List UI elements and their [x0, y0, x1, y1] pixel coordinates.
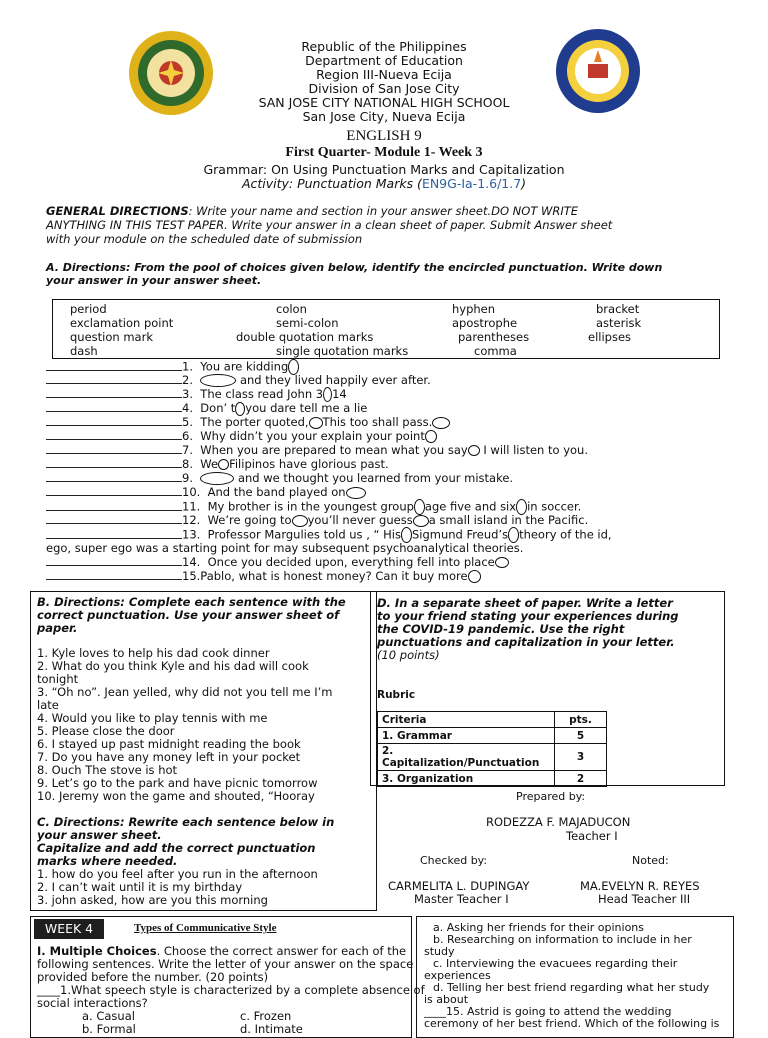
item-text: Once you decided upon, everything fell into place — [207, 555, 495, 569]
choice: double quotation marks — [236, 330, 374, 344]
list-item — [46, 457, 389, 471]
item-text: You are kidding — [200, 359, 289, 374]
answer-blank — [46, 485, 182, 496]
item-text: Pablo, what is honest money? Can it buy more — [200, 569, 468, 583]
answer-blank — [46, 401, 182, 412]
item-text: We — [200, 457, 219, 471]
list-item: 3. “Oh no”. Jean yelled, why did not you tell me I’m — [37, 685, 333, 699]
header-line: Region III-Nueva Ecija — [316, 67, 452, 82]
part-d-directions: punctuations and capitalization in your letter. — [377, 635, 675, 649]
checker-name: CARMELITA L. DUPINGAY — [388, 879, 530, 893]
points-label: (10 points) — [377, 648, 440, 662]
table-cell: 3. Organization — [378, 771, 555, 787]
part-c-directions: your answer sheet. — [37, 828, 162, 842]
part-b-directions: paper. — [37, 621, 78, 635]
checker-role: Master Teacher I — [414, 892, 509, 906]
mc-label: I. Multiple Choices — [37, 944, 157, 958]
encircled-mark — [346, 487, 366, 499]
choice: single quotation marks — [276, 344, 409, 358]
list-item — [46, 471, 513, 485]
school-name: SAN JOSE CITY NATIONAL HIGH SCHOOL — [258, 95, 510, 110]
option: is about — [424, 993, 469, 1006]
list-item: 9. Let’s go to the park and have picnic tomorrow — [37, 776, 318, 790]
encircled-mark — [468, 570, 481, 583]
option: study — [424, 945, 455, 958]
item-text: a small island in the Pacific. — [428, 513, 589, 527]
general-line: with your module on the scheduled date of submission — [46, 232, 363, 246]
encircled-mark — [432, 417, 450, 429]
module-title: First Quarter- Module 1- Week 3 — [285, 145, 483, 160]
answer-blank — [46, 387, 182, 398]
activity-prefix: Activity: Punctuation Marks ( — [241, 176, 422, 191]
list-item: 4. Would you like to play tennis with me — [37, 711, 268, 725]
choice: comma — [474, 344, 517, 358]
list-item — [46, 387, 347, 402]
answer-blank — [46, 528, 182, 539]
header-line: Republic of the Philippines — [301, 39, 467, 54]
item-number: 6. — [182, 429, 193, 443]
list-item: 3. john asked, how are you this morning — [37, 893, 268, 907]
encircled-mark — [468, 445, 480, 456]
item-number: 12. — [182, 513, 201, 527]
choice: exclamation point — [70, 316, 174, 330]
option: a. Asking her friends for their opinions — [433, 921, 645, 934]
activity-line — [0, 176, 768, 191]
item-text: I will listen to you. — [479, 443, 588, 457]
part-d-directions: the COVID-19 pandemic. Use the right — [377, 622, 625, 636]
table-cell: 1. Grammar — [378, 728, 555, 744]
prepared-by-label: Prepared by: — [516, 790, 586, 803]
item-number: 7. — [182, 443, 193, 457]
question-text: ____1.What speech style is characterized by a complete absence of — [37, 983, 425, 997]
choice: colon — [276, 302, 307, 316]
item-text: you’ll never guess — [307, 513, 413, 527]
table-cell: 2. Capitalization/Punctuation — [378, 744, 555, 771]
encircled-mark — [309, 417, 323, 429]
answer-blank — [46, 443, 182, 454]
item-text: The class read John 3 — [200, 387, 324, 401]
item-number: 1. — [182, 359, 193, 374]
item-text: And the band played on — [207, 485, 346, 499]
general-line: ANYTHING IN THIS TEST PAPER. Write your answer in a clean sheet of paper. Submit Answer sheet — [46, 218, 613, 232]
list-item: 2. I can’t wait until it is my birthday — [37, 880, 243, 894]
preparer-name: RODEZZA F. MAJADUCON — [486, 815, 631, 829]
table-row — [378, 744, 607, 771]
item-text: you dare tell me a lie — [245, 401, 368, 415]
noted-label: Noted: — [632, 854, 669, 867]
week-badge: WEEK 4 — [34, 919, 104, 939]
table-cell: 5 — [555, 728, 607, 744]
item-text: Don’ t — [200, 401, 236, 415]
item-number: 10. — [182, 485, 201, 499]
item-text: 14 — [332, 387, 347, 401]
list-item — [46, 373, 431, 387]
noter-name: MA.EVELYN R. REYES — [580, 879, 700, 893]
option: c. Interviewing the evacuees regarding their — [433, 957, 678, 970]
item-text: Why didn’t you your explain your point — [200, 429, 425, 443]
list-item: 2. What do you think Kyle and his dad will cook — [37, 659, 309, 673]
part-d-directions: to your friend stating your experiences during — [377, 609, 679, 623]
choice: question mark — [70, 330, 153, 344]
part-c-directions: C. Directions: Rewrite each sentence below in — [37, 815, 335, 829]
question-text: ceremony of her best friend. Which of the following is — [424, 1017, 720, 1030]
item-text: This too shall pass. — [322, 415, 433, 429]
list-item: 10. Jeremy won the game and shouted, “Hooray — [37, 789, 315, 803]
general-directions — [46, 204, 578, 218]
encircled-mark — [413, 515, 429, 527]
table-row — [378, 728, 607, 744]
checked-by-label: Checked by: — [420, 854, 488, 867]
choice: asterisk — [596, 316, 642, 330]
part-c-directions: marks where needed. — [37, 854, 178, 868]
option: b. Researching on information to include in her — [433, 933, 692, 946]
table-cell: 2 — [555, 771, 607, 787]
table-row — [378, 712, 607, 728]
general-line: : Write your name and section in your answer sheet.DO NOT WRITE — [188, 204, 579, 218]
choice: dash — [70, 344, 98, 358]
list-item: 1. Kyle loves to help his dad cook dinner — [37, 646, 270, 660]
item-text: in soccer. — [527, 499, 582, 514]
item-text: Professor Margulies told us , “ His — [207, 527, 401, 542]
mc-line: provided before the number. (20 points) — [37, 970, 269, 984]
item-text: and we thought you learned from your mistake. — [234, 471, 514, 485]
list-item: late — [37, 698, 59, 712]
encircled-mark — [200, 472, 234, 485]
choice: hyphen — [452, 302, 496, 316]
item-number: 5. — [182, 415, 193, 429]
header-line: Division of San Jose City — [308, 81, 460, 96]
item-number: 11. — [182, 499, 201, 514]
list-item: tonight — [37, 672, 79, 686]
choice: apostrophe — [452, 316, 518, 330]
option: c. Frozen — [240, 1009, 292, 1023]
preparer-role: Teacher I — [566, 829, 618, 843]
mc-line: . Choose the correct answer for each of the — [156, 944, 407, 958]
part-b-directions: correct punctuation. Use your answer sheet of — [37, 608, 340, 622]
choice: parentheses — [458, 330, 530, 344]
option: d. Telling her best friend regarding what her study — [433, 981, 710, 994]
topic-line: Grammar: On Using Punctuation Marks and Capitalization — [203, 162, 565, 177]
item-text: When you are prepared to mean what you say — [200, 443, 468, 457]
mc-directions — [37, 944, 406, 958]
answer-blank — [46, 429, 182, 440]
part-b-directions: B. Directions: Complete each sentence with the — [37, 595, 346, 609]
question-text: ____15. Astrid is going to attend the wedding — [424, 1005, 672, 1018]
table-row — [378, 771, 607, 787]
choice: period — [70, 302, 107, 316]
answer-blank — [46, 373, 182, 384]
answer-blank — [46, 457, 182, 468]
table-header: pts. — [555, 712, 607, 728]
noter-role: Head Teacher III — [598, 892, 691, 906]
list-item: 8. Ouch The stove is hot — [37, 763, 178, 777]
item-text: My brother is in the youngest group — [207, 499, 414, 514]
wrapped-text: ego, super ego was a starting point for may subsequent psychoanalytical theories. — [46, 541, 524, 555]
list-item — [46, 513, 588, 527]
list-item — [46, 415, 450, 429]
answer-blank — [46, 555, 182, 566]
item-text: age five and six — [424, 499, 517, 514]
choice: bracket — [596, 302, 640, 316]
encircled-mark — [235, 402, 245, 416]
item-number: 9. — [182, 471, 193, 485]
item-number: 3. — [182, 387, 193, 401]
answer-blank — [46, 471, 182, 482]
answer-blank — [46, 513, 182, 524]
item-number: 14. — [182, 555, 201, 569]
list-item — [46, 401, 367, 416]
item-text: We’re going to — [207, 513, 292, 527]
choice: ellipses — [588, 330, 632, 344]
list-item — [46, 429, 437, 443]
item-number: 8. — [182, 457, 193, 471]
table-header: Criteria — [378, 712, 555, 728]
part-a-directions: your answer in your answer sheet. — [46, 274, 262, 287]
header-line: San Jose City, Nueva Ecija — [302, 109, 466, 124]
choice: semi-colon — [276, 316, 339, 330]
answer-blank — [46, 569, 182, 580]
item-text: Filipinos have glorious past. — [229, 457, 389, 471]
week4-title: Types of Communicative Style — [134, 922, 277, 934]
mc-line: following sentences. Write the letter of your answer on the space — [37, 957, 414, 971]
rubric-table — [377, 711, 607, 787]
option: experiences — [424, 969, 491, 982]
item-number: 2. — [182, 373, 193, 387]
encircled-mark — [200, 374, 236, 387]
general-label: GENERAL DIRECTIONS — [46, 204, 189, 218]
answer-blank — [46, 415, 182, 426]
list-item: 1. how do you feel after you run in the afternoon — [37, 867, 318, 881]
list-item — [46, 485, 366, 499]
table-cell: 3 — [555, 744, 607, 771]
rubric-label: Rubric — [377, 689, 416, 701]
competency-code: EN9G-Ia-1.6/1.7 — [421, 176, 522, 191]
encircled-mark — [323, 387, 332, 402]
part-a-directions: A. Directions: From the pool of choices given below, identify the encircled punctuation. Write down — [46, 261, 663, 274]
encircled-mark — [218, 459, 229, 470]
question-text: social interactions? — [37, 996, 148, 1010]
list-item: 5. Please close the door — [37, 724, 175, 738]
list-item — [46, 569, 481, 583]
encircled-mark — [425, 430, 437, 443]
part-d-directions: D. In a separate sheet of paper. Write a letter — [377, 596, 673, 610]
part-c-directions: Capitalize and add the correct punctuation — [37, 841, 316, 855]
activity-suffix: ) — [521, 176, 527, 191]
item-text: The porter quoted, — [200, 415, 309, 429]
list-item — [46, 443, 588, 457]
list-item — [46, 555, 509, 569]
item-number: 13. — [182, 527, 201, 542]
item-number: 15. — [182, 569, 201, 583]
answer-blank — [46, 360, 182, 371]
option: a. Casual — [82, 1009, 135, 1023]
item-text: and they lived happily ever after. — [236, 373, 431, 387]
answer-blank — [46, 500, 182, 511]
list-item: 6. I stayed up past midnight reading the book — [37, 737, 301, 751]
item-text: theory of the id, — [519, 527, 612, 542]
list-item: 7. Do you have any money left in your pocket — [37, 750, 301, 764]
encircled-mark — [292, 515, 308, 527]
option: b. Formal — [82, 1022, 136, 1036]
encircled-mark — [495, 557, 509, 568]
item-text: Sigmund Freud’s — [411, 527, 509, 542]
subject-title: ENGLISH 9 — [346, 128, 422, 144]
option: d. Intimate — [240, 1022, 303, 1036]
header-line: Department of Education — [305, 53, 463, 68]
item-number: 4. — [182, 401, 193, 415]
